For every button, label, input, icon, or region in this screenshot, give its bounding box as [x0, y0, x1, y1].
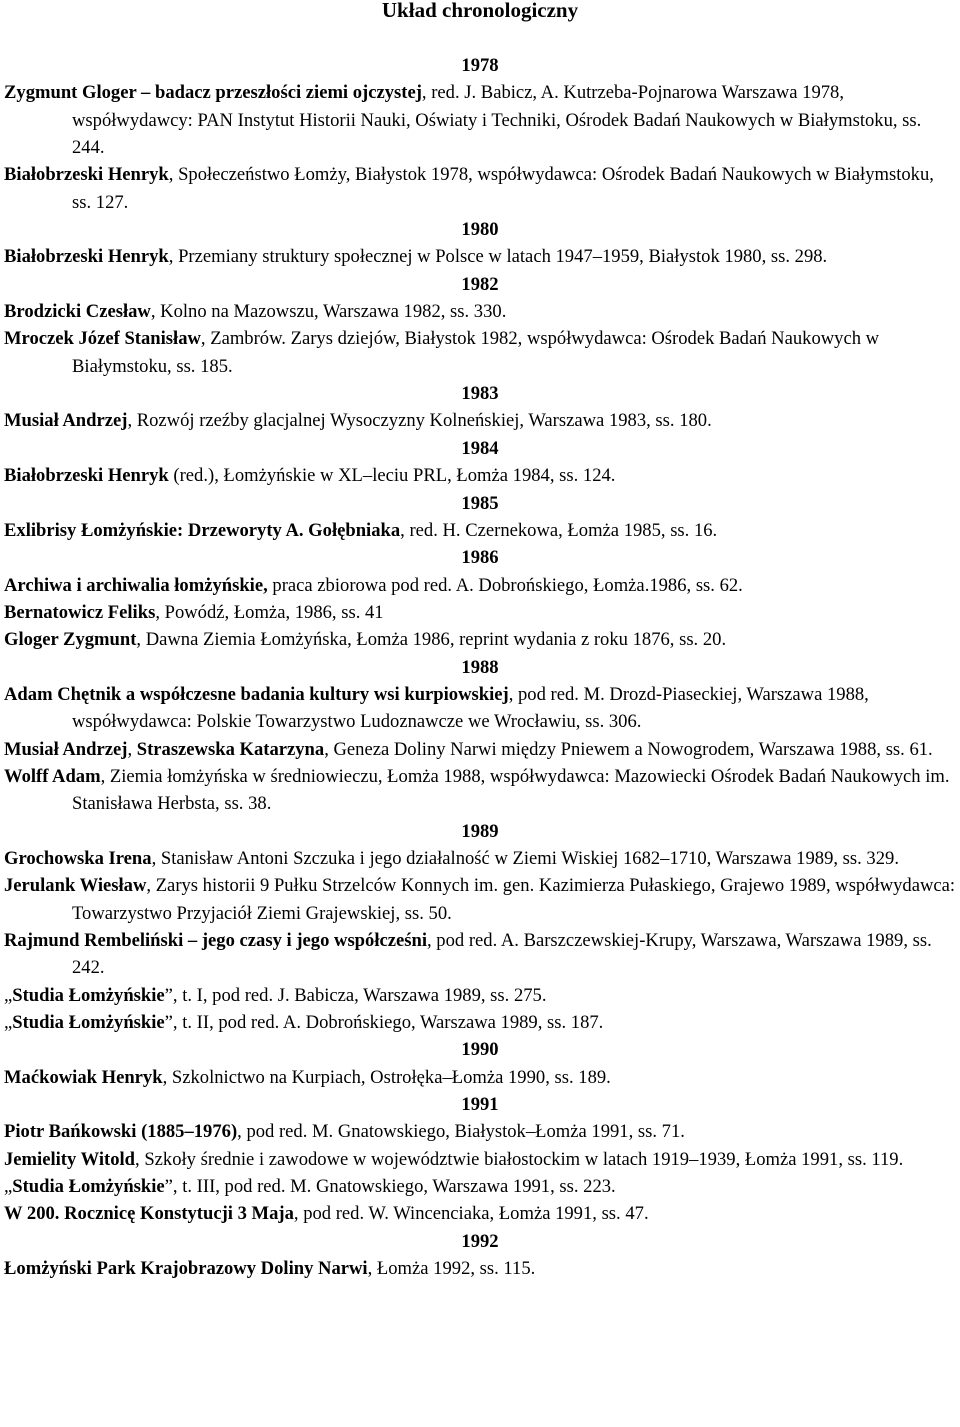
year-heading: 1982	[461, 273, 499, 295]
bibliography-entry	[4, 325, 956, 380]
entry-author: Adam Chętnik a współczesne badania kultury wsi kurpiowskiej	[4, 683, 509, 705]
entry-details: , pod red. M. Drozd-Piaseckiej, Warszawa 1988, współwydawca: Polskie Towarzystwo Ludoznawcze we Wrocławiu, ss. 306.	[72, 683, 869, 733]
entry-details: , Ziemia łomżyńska w średniowieczu, Łomża 1988, współwydawca: Mazowiecki Ośrodek Badań Naukowych im. Stanisława Herbsta, ss. 38.	[72, 765, 950, 815]
bibliography-entry	[4, 161, 956, 216]
entry-quote: „	[4, 984, 13, 1006]
entry-quote: „	[4, 1176, 13, 1198]
year-heading: 1983	[461, 383, 499, 405]
entry-details: , Przemiany struktury społecznej w Polsce w latach 1947–1959, Białystok 1980, ss. 298.	[168, 246, 828, 268]
year-heading: 1980	[461, 219, 499, 241]
entry-details: ”, t. I, pod red. J. Babicza, Warszawa 1989, ss. 275.	[164, 984, 547, 1006]
year-heading: 1988	[461, 656, 499, 678]
entry-details: , Dawna Ziemia Łomżyńska, Łomża 1986, reprint wydania z roku 1876, ss. 20.	[136, 629, 727, 651]
bibliography-entry	[4, 1009, 956, 1036]
entry-author: Piotr Bańkowski (1885–1976)	[4, 1121, 238, 1143]
entry-details: , Zarys historii 9 Pułku Strzelców Konnych im. gen. Kazimierza Pułaskiego, Grajewo 1989, współwydawca: Towarzystwo Przyjaciół Ziemi Grajewskiej, ss. 50.	[72, 875, 956, 924]
entry-details: , red. H. Czernekowa, Łomża 1985, ss. 16.	[400, 519, 718, 541]
bibliography-entry	[4, 79, 956, 161]
entry-author: Straszewska Katarzyna	[136, 738, 325, 760]
bibliography-entry	[4, 1173, 956, 1200]
year-heading: 1991	[461, 1094, 499, 1116]
bibliography-entry	[4, 736, 956, 763]
entry-details: , pod red. M. Gnatowskiego, Białystok–Łomża 1991, ss. 71.	[237, 1121, 685, 1143]
entry-details: praca zbiorowa pod red. A. Dobrońskiego, Łomża.1986, ss. 62.	[267, 574, 743, 596]
entry-details: , Powódź, Łomża, 1986, ss. 41	[155, 601, 384, 623]
entry-details: , Społeczeństwo Łomży, Białystok 1978, współwydawca: Ośrodek Badań Naukowych w Białymstoku, ss. 127.	[72, 164, 934, 213]
bibliography-entry	[4, 243, 956, 270]
entry-details: , red. J. Babicz, A. Kutrzeba-Pojnarowa Warszawa 1978, współwydawcy: PAN Instytut Historii Nauki, Oświaty i Techniki, Ośrodek Badań Naukowych w Białymstoku, ss. 244.	[72, 82, 922, 159]
entry-author: Maćkowiak Henryk	[4, 1066, 163, 1088]
bibliography-entry	[4, 872, 956, 927]
bibliography-entry	[4, 982, 956, 1009]
bibliography-entry	[4, 298, 956, 325]
entry-details: , Szkoły średnie i zawodowe w województwie białostockim w latach 1919–1939, Łomża 1991, ss. 119.	[135, 1148, 904, 1170]
entry-details: ”, t. III, pod red. M. Gnatowskiego, Warszawa 1991, ss. 223.	[164, 1176, 616, 1198]
entry-details: , Rozwój rzeźby glacjalnej Wysoczyzny Kolneńskiej, Warszawa 1983, ss. 180.	[127, 410, 712, 432]
year-heading: 1992	[461, 1230, 499, 1252]
entry-details: ”, t. II, pod red. A. Dobrońskiego, Warszawa 1989, ss. 187.	[164, 1012, 604, 1034]
entry-author: Studia Łomżyńskie	[12, 984, 165, 1006]
year-heading: 1990	[461, 1039, 499, 1061]
bibliography-entry	[4, 1064, 956, 1091]
entry-author: Białobrzeski Henryk	[4, 465, 169, 487]
entry-details: , Zambrów. Zarys dziejów, Białystok 1982, współwydawca: Ośrodek Badań Naukowych w Białymstoku, ss. 185.	[72, 328, 880, 377]
entry-author: Białobrzeski Henryk	[4, 164, 169, 186]
entry-author: Łomżyński Park Krajobrazowy Doliny Narwi	[4, 1258, 368, 1280]
entry-details: (red.), Łomżyńskie w XL–leciu PRL, Łomża 1984, ss. 124.	[168, 465, 616, 487]
entry-details: , Kolno na Mazowszu, Warszawa 1982, ss. 330.	[150, 301, 507, 323]
entry-author: Bernatowicz Feliks	[4, 601, 156, 623]
bibliography-list	[4, 52, 956, 1282]
year-heading: 1985	[461, 492, 499, 514]
bibliography-entry	[4, 1255, 956, 1282]
entry-author: Studia Łomżyńskie	[12, 1012, 165, 1034]
entry-author: Wolff Adam	[4, 765, 101, 787]
bibliography-entry	[4, 1118, 956, 1145]
entry-author: Białobrzeski Henryk	[4, 246, 169, 268]
bibliography-entry	[4, 927, 956, 982]
entry-author: Gloger Zygmunt	[4, 629, 137, 651]
entry-details: , Stanisław Antoni Szczuka i jego działalność w Ziemi Wiskiej 1682–1710, Warszawa 1989, ss. 329.	[151, 847, 899, 869]
entry-author: Musiał Andrzej	[4, 738, 128, 760]
year-heading: 1986	[461, 547, 499, 569]
entry-details: , Geneza Doliny Narwi między Pniewem a Nowogrodem, Warszawa 1988, ss. 61.	[324, 738, 933, 760]
entry-author: Studia Łomżyńskie	[12, 1176, 165, 1198]
bibliography-entry	[4, 1200, 956, 1227]
entry-author: Jerulank Wiesław	[4, 875, 147, 897]
entry-quote: „	[4, 1012, 13, 1034]
year-heading: 1984	[461, 437, 499, 459]
entry-author: Brodzicki Czesław	[4, 301, 151, 323]
entry-details: , pod red. W. Wincenciaka, Łomża 1991, ss. 47.	[293, 1203, 649, 1225]
entry-author: Musiał Andrzej	[4, 410, 128, 432]
year-heading: 1978	[461, 55, 499, 76]
entry-author: Rajmund Rembeliński – jego czasy i jego współcześni	[4, 930, 427, 951]
bibliography-entry	[4, 681, 956, 736]
page-title: Układ chronologiczny	[381, 0, 579, 22]
entry-author: Archiwa i archiwalia łomżyńskie,	[4, 574, 268, 596]
entry-details: , Łomża 1992, ss. 115.	[367, 1258, 536, 1280]
bibliography-entry	[4, 845, 956, 872]
bibliography-entry	[4, 572, 956, 599]
bibliography-entry	[4, 462, 956, 489]
entry-author: W 200. Rocznicę Konstytucji 3 Maja	[4, 1203, 294, 1225]
entry-details: ,	[127, 738, 137, 760]
bibliography-entry	[4, 626, 956, 653]
entry-author: Mroczek Józef Stanisław	[4, 328, 201, 350]
entry-details: , Szkolnictwo na Kurpiach, Ostrołęka–Łomża 1990, ss. 189.	[162, 1066, 611, 1088]
entry-author: Grochowska Irena	[4, 847, 152, 869]
entry-details: , pod red. A. Barszczewskiej-Krupy, Warszawa, Warszawa 1989, ss. 242.	[72, 930, 932, 979]
bibliography-entry	[4, 599, 956, 626]
bibliography-entry	[4, 1146, 956, 1173]
bibliography-entry	[4, 407, 956, 434]
entry-author: Jemielity Witold	[4, 1148, 136, 1170]
bibliography-entry	[4, 517, 956, 544]
entry-author: Exlibrisy Łomżyńskie: Drzeworyty A. Gołębniaka	[4, 519, 401, 541]
year-heading: 1989	[461, 820, 499, 842]
bibliography-entry	[4, 763, 956, 818]
entry-author: Zygmunt Gloger – badacz przeszłości ziemi ojczystej	[4, 82, 422, 104]
